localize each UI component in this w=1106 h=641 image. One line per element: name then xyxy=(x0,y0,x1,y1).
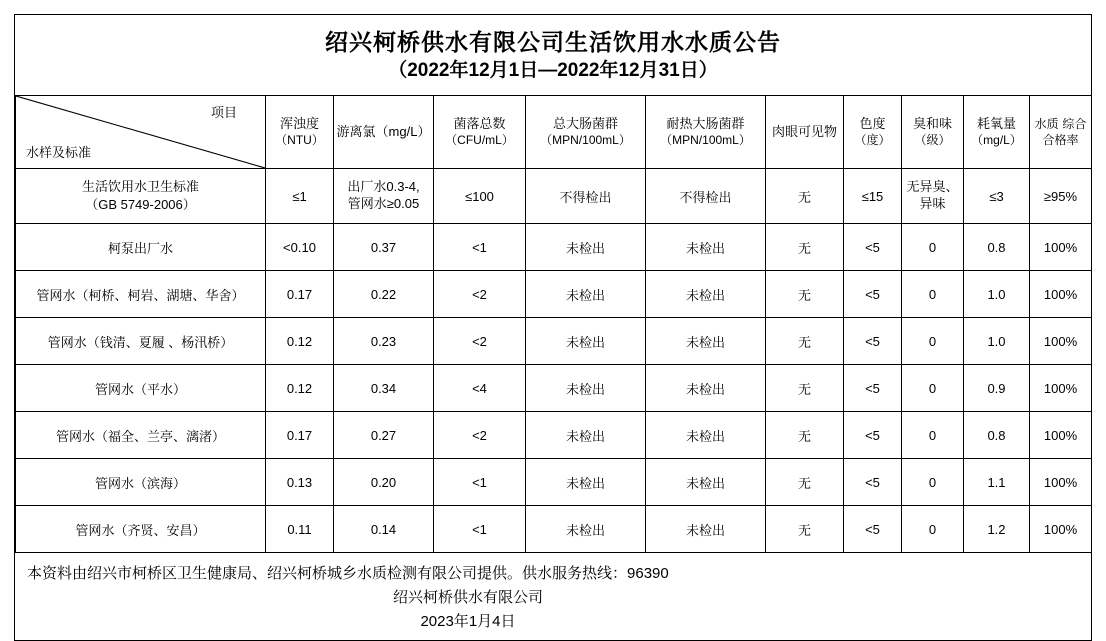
standard-cell-free-chlorine xyxy=(334,169,434,224)
cell-colony-count: <4 xyxy=(434,365,526,412)
row-sample-name: 管网水（柯桥、柯岩、湖塘、华舍） xyxy=(16,271,266,318)
table-body xyxy=(16,224,1092,553)
cell-total-coliform: 未检出 xyxy=(526,318,646,365)
col-header-turbidity-unit: （NTU） xyxy=(275,132,324,147)
standard-cell-chroma: ≤15 xyxy=(844,169,902,224)
col-header-turbidity-name: 浑浊度 xyxy=(279,116,319,132)
col-header-chroma-unit: （度） xyxy=(854,132,891,147)
cell-oxygen-consumption: 1.0 xyxy=(964,318,1030,365)
standard-cell-odor-taste xyxy=(902,169,964,224)
cell-free-chlorine: 0.34 xyxy=(334,365,434,412)
cell-colony-count: <2 xyxy=(434,318,526,365)
cell-oxygen-consumption: 0.8 xyxy=(964,224,1030,271)
col-header-chroma-name: 色度 xyxy=(859,116,886,132)
col-header-total-coliform-unit: （MPN/100mL） xyxy=(540,132,631,147)
standard-row-name xyxy=(16,169,266,224)
cell-chroma: <5 xyxy=(844,365,902,412)
cell-visible-matter: 无 xyxy=(766,271,844,318)
cell-free-chlorine: 0.27 xyxy=(334,412,434,459)
cell-colony-count: <2 xyxy=(434,412,526,459)
cell-odor-taste: 0 xyxy=(902,365,964,412)
cell-oxygen-consumption: 1.0 xyxy=(964,271,1030,318)
cell-total-coliform: 未检出 xyxy=(526,459,646,506)
row-sample-name: 管网水（钱清、夏履 、杨汛桥） xyxy=(16,318,266,365)
row-sample-name: 管网水（滨海） xyxy=(16,459,266,506)
cell-turbidity: 0.17 xyxy=(266,271,334,318)
col-header-pass-rate-unit: 综合合格率 xyxy=(1042,116,1087,148)
cell-odor-taste: 0 xyxy=(902,412,964,459)
cell-thermotolerant-coliform: 未检出 xyxy=(646,412,766,459)
table-row xyxy=(16,365,1092,412)
cell-thermotolerant-coliform: 未检出 xyxy=(646,365,766,412)
standard-cell-turbidity: ≤1 xyxy=(266,169,334,224)
col-header-odor-taste-name: 臭和味 xyxy=(912,116,952,132)
cell-colony-count: <1 xyxy=(434,506,526,553)
cell-free-chlorine: 0.22 xyxy=(334,271,434,318)
header-corner-cell xyxy=(16,96,266,169)
table-row xyxy=(16,412,1092,459)
cell-thermotolerant-coliform: 未检出 xyxy=(646,459,766,506)
title-block xyxy=(15,15,1091,95)
cell-odor-taste: 0 xyxy=(902,224,964,271)
col-header-thermotolerant-coliform-name: 耐热大肠菌群 xyxy=(666,116,745,132)
col-header-thermotolerant-coliform xyxy=(646,96,766,169)
cell-visible-matter: 无 xyxy=(766,506,844,553)
table-row xyxy=(16,506,1092,553)
cell-chroma: <5 xyxy=(844,506,902,553)
cell-total-coliform: 未检出 xyxy=(526,365,646,412)
standard-row-name-line1: 生活饮用水卫生标准 xyxy=(81,179,199,195)
cell-chroma: <5 xyxy=(844,271,902,318)
row-sample-name: 管网水（齐贤、安昌） xyxy=(16,506,266,553)
cell-turbidity: 0.12 xyxy=(266,318,334,365)
cell-thermotolerant-coliform: 未检出 xyxy=(646,506,766,553)
col-header-oxygen-consumption-name: 耗氧量 xyxy=(976,116,1016,132)
standard-cell-oxygen-consumption: ≤3 xyxy=(964,169,1030,224)
col-header-colony-count xyxy=(434,96,526,169)
col-header-odor-taste xyxy=(902,96,964,169)
table-header-row xyxy=(16,96,1092,169)
cell-turbidity: 0.17 xyxy=(266,412,334,459)
cell-oxygen-consumption: 1.1 xyxy=(964,459,1030,506)
col-header-pass-rate xyxy=(1030,96,1092,169)
standard-cell-colony-count: ≤100 xyxy=(434,169,526,224)
cell-turbidity: 0.12 xyxy=(266,365,334,412)
corner-col-label: 水样及标准 xyxy=(26,145,92,160)
standard-cell-total-coliform: 不得检出 xyxy=(526,169,646,224)
cell-free-chlorine: 0.23 xyxy=(334,318,434,365)
cell-chroma: <5 xyxy=(844,412,902,459)
cell-pass-rate: 100% xyxy=(1030,318,1092,365)
col-header-odor-taste-unit: （级） xyxy=(914,132,951,147)
announcement-frame xyxy=(14,14,1092,641)
table-row xyxy=(16,318,1092,365)
col-header-visible-matter xyxy=(766,96,844,169)
col-header-free-chlorine-name: 游离氯（mg/L） xyxy=(336,124,431,140)
cell-pass-rate: 100% xyxy=(1030,365,1092,412)
col-header-thermotolerant-coliform-unit: （MPN/100mL） xyxy=(660,132,751,147)
col-header-pass-rate-name: 水质 xyxy=(1034,116,1059,131)
cell-pass-rate: 100% xyxy=(1030,224,1092,271)
col-header-total-coliform-name: 总大肠菌群 xyxy=(552,116,618,132)
cell-turbidity: <0.10 xyxy=(266,224,334,271)
cell-free-chlorine: 0.37 xyxy=(334,224,434,271)
cell-total-coliform: 未检出 xyxy=(526,412,646,459)
cell-colony-count: <1 xyxy=(434,459,526,506)
cell-pass-rate: 100% xyxy=(1030,506,1092,553)
cell-free-chlorine: 0.14 xyxy=(334,506,434,553)
footer-note: 本资料由绍兴市柯桥区卫生健康局、绍兴柯桥城乡水质检测有限公司提供。供水服务热线：96390 xyxy=(27,565,669,583)
footer-company: 绍兴柯桥供水有限公司 xyxy=(392,588,543,606)
standard-row-name-line2: （GB 5749-2006） xyxy=(85,197,196,213)
col-header-turbidity xyxy=(266,96,334,169)
cell-visible-matter: 无 xyxy=(766,365,844,412)
table-row xyxy=(16,224,1092,271)
standard-cell-odor-taste-text: 无异臭、 异味 xyxy=(906,179,959,212)
cell-chroma: <5 xyxy=(844,459,902,506)
col-header-free-chlorine xyxy=(334,96,434,169)
cell-free-chlorine: 0.20 xyxy=(334,459,434,506)
cell-turbidity: 0.11 xyxy=(266,506,334,553)
col-header-oxygen-consumption-unit: （mg/L） xyxy=(971,132,1022,147)
cell-odor-taste: 0 xyxy=(902,271,964,318)
cell-thermotolerant-coliform: 未检出 xyxy=(646,271,766,318)
cell-colony-count: <1 xyxy=(434,224,526,271)
corner-row-label: 项目 xyxy=(210,105,237,121)
standard-cell-thermotolerant-coliform: 不得检出 xyxy=(646,169,766,224)
cell-odor-taste: 0 xyxy=(902,506,964,553)
page-title: 绍兴柯桥供水有限公司生活饮用水水质公告 xyxy=(325,29,781,55)
cell-total-coliform: 未检出 xyxy=(526,506,646,553)
footer-date: 2023年1月4日 xyxy=(420,612,516,630)
cell-odor-taste: 0 xyxy=(902,318,964,365)
cell-chroma: <5 xyxy=(844,318,902,365)
cell-total-coliform: 未检出 xyxy=(526,271,646,318)
table-row xyxy=(16,271,1092,318)
table-row xyxy=(16,459,1092,506)
cell-oxygen-consumption: 0.8 xyxy=(964,412,1030,459)
page-subtitle: （2022年12月1日—2022年12月31日） xyxy=(388,59,718,81)
cell-total-coliform: 未检出 xyxy=(526,224,646,271)
standard-cell-visible-matter: 无 xyxy=(766,169,844,224)
col-header-chroma xyxy=(844,96,902,169)
col-header-total-coliform xyxy=(526,96,646,169)
water-quality-table xyxy=(15,95,1092,553)
cell-turbidity: 0.13 xyxy=(266,459,334,506)
row-sample-name: 管网水（平水） xyxy=(16,365,266,412)
cell-pass-rate: 100% xyxy=(1030,459,1092,506)
cell-pass-rate: 100% xyxy=(1030,271,1092,318)
standard-cell-free-chlorine-text: 出厂水0.3-4, 管网水≥0.05 xyxy=(347,179,420,212)
cell-oxygen-consumption: 0.9 xyxy=(964,365,1030,412)
col-header-visible-matter-name: 肉眼可见物 xyxy=(771,124,837,140)
footer-block xyxy=(15,553,1091,639)
row-sample-name: 柯泵出厂水 xyxy=(16,224,266,271)
cell-chroma: <5 xyxy=(844,224,902,271)
col-header-oxygen-consumption xyxy=(964,96,1030,169)
cell-visible-matter: 无 xyxy=(766,318,844,365)
cell-visible-matter: 无 xyxy=(766,412,844,459)
col-header-colony-count-unit: （CFU/mL） xyxy=(445,132,514,147)
cell-visible-matter: 无 xyxy=(766,459,844,506)
cell-oxygen-consumption: 1.2 xyxy=(964,506,1030,553)
cell-thermotolerant-coliform: 未检出 xyxy=(646,318,766,365)
cell-visible-matter: 无 xyxy=(766,224,844,271)
row-sample-name: 管网水（福全、兰亭、漓渚） xyxy=(16,412,266,459)
cell-pass-rate: 100% xyxy=(1030,412,1092,459)
cell-odor-taste: 0 xyxy=(902,459,964,506)
col-header-colony-count-name: 菌落总数 xyxy=(453,116,506,132)
cell-colony-count: <2 xyxy=(434,271,526,318)
cell-thermotolerant-coliform: 未检出 xyxy=(646,224,766,271)
standard-row xyxy=(16,169,1092,224)
standard-cell-pass-rate: ≥95% xyxy=(1030,169,1092,224)
